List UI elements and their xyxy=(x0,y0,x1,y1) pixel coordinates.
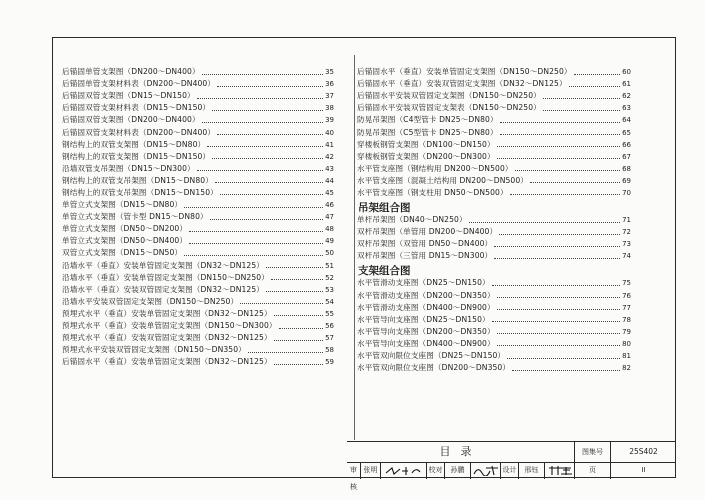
dot-leader xyxy=(189,231,323,232)
toc-entry xyxy=(62,284,334,296)
toc-entry-page: 81 xyxy=(622,352,631,361)
toc-entry xyxy=(357,163,631,175)
toc-entry-title: 钢结构上的双管支架图（DN15～DN80） xyxy=(62,139,206,149)
dot-leader xyxy=(494,246,620,247)
toc-entry-page: 58 xyxy=(325,346,334,355)
toc-entry-page: 60 xyxy=(622,68,631,77)
toc-entry xyxy=(357,214,631,226)
dot-leader xyxy=(266,267,323,268)
dot-leader xyxy=(569,86,620,87)
toc-entry-page: 63 xyxy=(622,104,631,113)
toc-entry-title: 后锚固单管支架图（DN200～DN400） xyxy=(62,67,200,77)
toc-entry-page: 46 xyxy=(325,201,334,210)
toc-entry-title: 水平管滑动支座图（DN400～DN900） xyxy=(357,302,495,312)
toc-entry-page: 35 xyxy=(325,68,334,77)
toc-entry-page: 67 xyxy=(622,152,631,161)
toc-entry-title: 后锚固水平安装双管固定支架表（DN150～DN250） xyxy=(357,103,541,113)
checker-name: 孙鹏 xyxy=(445,462,471,479)
dot-leader xyxy=(499,234,620,235)
dot-leader xyxy=(497,345,620,346)
toc-entry-title: 双杆吊架图（三管用 DN15～DN300） xyxy=(357,251,493,261)
toc-entry-title: 后锚固水平（垂直）安装单管固定支架图（DN32～DN125） xyxy=(62,357,272,367)
review-label: 审核 xyxy=(347,462,361,479)
toc-entry-title: 单管立式支架图（DN50～DN400） xyxy=(62,236,188,246)
toc-entry-title: 防晃吊架图（C4型管卡 DN25～DN80） xyxy=(357,115,498,125)
toc-entry xyxy=(62,163,334,175)
toc-entry xyxy=(62,223,334,235)
toc-entry-title: 水平管支座图（钢结构用 DN200～DN500） xyxy=(357,163,513,173)
section-heading: 吊架组合图 xyxy=(358,202,411,215)
toc-entry xyxy=(62,247,334,259)
toc-entry xyxy=(62,187,334,199)
toc-entry-page: 69 xyxy=(622,176,631,185)
toc-entry xyxy=(357,187,631,199)
dot-leader xyxy=(515,170,621,171)
toc-entry-title: 钢结构上的双管支吊架图（DN15～DN80） xyxy=(62,175,213,185)
toc-entry-page: 40 xyxy=(325,128,334,137)
dot-leader xyxy=(215,182,323,183)
toc-entry-title: 水平管导向支座图（DN200～DN350） xyxy=(357,326,495,336)
check-label: 校对 xyxy=(427,462,445,479)
dot-leader xyxy=(212,110,323,111)
toc-entry-title: 水平管双向限位支座图（DN25～DN150） xyxy=(357,351,506,361)
dot-leader xyxy=(279,328,323,329)
dot-leader xyxy=(217,86,323,87)
toc-entry-page: 56 xyxy=(325,322,334,331)
toc-entry-page: 53 xyxy=(325,285,334,294)
dot-leader xyxy=(271,279,323,280)
toc-entry xyxy=(357,362,631,374)
dot-leader xyxy=(530,182,620,183)
dot-leader xyxy=(497,333,620,334)
toc-entry xyxy=(62,344,334,356)
toc-entry-title: 后锚固双管支架图（DN15～DN150） xyxy=(62,91,195,101)
dot-leader xyxy=(494,258,620,259)
toc-entry-title: 后锚固双管支架图（DN200～DN400） xyxy=(62,115,200,125)
designer-signature-mark xyxy=(546,465,574,476)
toc-entry-page: 54 xyxy=(325,297,334,306)
toc-entry-title: 沿墙水平安装双管固定支架图（DN150～DN250） xyxy=(62,296,239,306)
toc-entry-page: 43 xyxy=(325,164,334,173)
dot-leader xyxy=(492,321,620,322)
toc-entry-title: 后锚固双管支架材料表（DN200～DN400） xyxy=(62,127,216,137)
toc-entry xyxy=(357,126,631,138)
checker-signature-mark xyxy=(472,465,500,476)
column-divider xyxy=(354,55,355,440)
dot-leader xyxy=(497,146,620,147)
toc-entry-title: 防晃吊架图（C5型管卡 DN25～DN80） xyxy=(357,127,498,137)
toc-entry-title: 沿墙双管支吊架图（DN15～DN300） xyxy=(62,163,195,173)
toc-entry xyxy=(62,66,334,78)
toc-entry-page: 44 xyxy=(325,176,334,185)
toc-entry-page: 79 xyxy=(622,327,631,336)
toc-entry-page: 75 xyxy=(622,279,631,288)
dot-leader xyxy=(512,370,620,371)
toc-entry xyxy=(62,332,334,344)
toc-entry-page: 72 xyxy=(622,228,631,237)
toc-entry xyxy=(62,139,334,151)
toc-entry-page: 55 xyxy=(325,309,334,318)
title-block-title: 目录 xyxy=(347,442,575,462)
dot-leader xyxy=(574,74,620,75)
toc-entry xyxy=(62,90,334,102)
toc-entry-title: 水平管支座图（钢支柱用 DN50～DN500） xyxy=(357,187,508,197)
toc-entry-page: 51 xyxy=(325,261,334,270)
toc-entry xyxy=(62,296,334,308)
dot-leader xyxy=(497,297,620,298)
page-label: 页 xyxy=(575,462,611,479)
toc-entry-page: 66 xyxy=(622,140,631,149)
toc-left-column xyxy=(62,66,334,368)
toc-entry-title: 水平管导向支座图（DN25～DN150） xyxy=(357,314,490,324)
toc-entry-page: 61 xyxy=(622,80,631,89)
toc-entry xyxy=(357,302,631,314)
dot-leader xyxy=(217,134,323,135)
toc-entry-title: 预埋式水平（垂直）安装单管固定支架图（DN32～DN125） xyxy=(62,308,272,318)
dot-leader xyxy=(266,291,323,292)
toc-entry-page: 77 xyxy=(622,303,631,312)
dot-leader xyxy=(274,364,323,365)
toc-entry xyxy=(62,235,334,247)
toc-entry-page: 47 xyxy=(325,213,334,222)
dot-leader xyxy=(248,352,323,353)
toc-entry xyxy=(357,338,631,350)
toc-entry-page: 68 xyxy=(622,164,631,173)
dot-leader xyxy=(197,98,323,99)
toc-entry-title: 预埋式水平（垂直）安装双管固定支架图（DN32～DN125） xyxy=(62,333,272,343)
atlas-number-label: 图集号 xyxy=(575,442,611,462)
dot-leader xyxy=(202,122,323,123)
title-block xyxy=(347,441,676,491)
toc-entry-title: 水平管滑动支座图（DN25～DN150） xyxy=(357,278,490,288)
toc-entry-page: 71 xyxy=(622,216,631,225)
toc-entry xyxy=(62,114,334,126)
toc-entry-title: 沿墙水平（垂直）安装单管固定支架图（DN32～DN125） xyxy=(62,260,264,270)
toc-entry-title: 沿墙水平（垂直）安装单管固定支架图（DN150～DN250） xyxy=(62,272,269,282)
reviewer-signature xyxy=(381,462,427,479)
toc-entry-title: 水平管支座图（混凝土结构用 DN200～DN500） xyxy=(357,175,528,185)
toc-entry xyxy=(62,320,334,332)
toc-entry-title: 穿楼板钢管支架图（DN200～DN300） xyxy=(357,151,495,161)
toc-entry-title: 单管立式支架图（DN50～DN200） xyxy=(62,224,188,234)
toc-entry-title: 穿楼板钢管支架图（DN100～DN150） xyxy=(357,139,495,149)
toc-entry xyxy=(357,175,631,187)
checker-signature xyxy=(471,462,501,479)
toc-entry-title: 水平管双向限位支座图（DN200～DN350） xyxy=(357,363,511,373)
toc-entry-title: 双管立式支架图（DN15～DN50） xyxy=(62,248,183,258)
toc-entry-page: 76 xyxy=(622,291,631,300)
toc-entry xyxy=(62,175,334,187)
toc-entry-title: 单管立式支架图（DN15～DN80） xyxy=(62,200,183,210)
toc-entry-title: 钢结构上的双管支吊架图（DN15～DN150） xyxy=(62,187,218,197)
toc-entry-page: 48 xyxy=(325,225,334,234)
dot-leader xyxy=(202,74,323,75)
toc-entry-title: 双杆吊架图（双管用 DN50～DN400） xyxy=(357,239,493,249)
toc-entry xyxy=(62,211,334,223)
toc-entry-page: 49 xyxy=(325,237,334,246)
toc-entry-title: 双杆吊架图（单管用 DN200～DN400） xyxy=(357,227,498,237)
reviewer-name: 张明 xyxy=(361,462,381,479)
dot-leader xyxy=(197,170,323,171)
toc-entry-page: 52 xyxy=(325,273,334,282)
dot-leader xyxy=(212,158,323,159)
toc-entry-title: 钢结构上的双管支架图（DN15～DN150） xyxy=(62,151,211,161)
dot-leader xyxy=(240,303,323,304)
section-heading: 支架组合图 xyxy=(358,265,411,278)
toc-entry-page: 64 xyxy=(622,116,631,125)
toc-entry-title: 单管立式支架图（管卡型 DN15～DN80） xyxy=(62,212,208,222)
toc-entry-page: 36 xyxy=(325,80,334,89)
toc-entry xyxy=(357,326,631,338)
toc-entry-title: 后锚固单管支架材料表（DN200～DN400） xyxy=(62,79,216,89)
toc-entry xyxy=(62,308,334,320)
toc-entry-page: 42 xyxy=(325,152,334,161)
toc-entry-title: 水平管滑动支座图（DN200～DN350） xyxy=(357,290,495,300)
atlas-number: 25S402 xyxy=(629,447,658,456)
dot-leader xyxy=(184,207,323,208)
dot-leader xyxy=(184,255,323,256)
dot-leader xyxy=(543,110,620,111)
toc-entry-page: 41 xyxy=(325,140,334,149)
toc-entry-page: 45 xyxy=(325,188,334,197)
toc-entry xyxy=(62,272,334,284)
toc-entry-title: 预埋式水平（垂直）安装单管固定支架图（DN150～DN300） xyxy=(62,321,277,331)
toc-entry xyxy=(62,102,334,114)
dot-leader xyxy=(492,285,620,286)
dot-leader xyxy=(469,222,620,223)
toc-entry-title: 后锚固水平（垂直）安装单管固定支架图（DN150～DN250） xyxy=(357,67,572,77)
toc-entry xyxy=(62,126,334,138)
dot-leader xyxy=(500,134,620,135)
toc-entry-page: 74 xyxy=(622,252,631,261)
toc-entry-page: 39 xyxy=(325,116,334,125)
toc-entry-title: 后锚固水平安装双管固定支架图（DN150～DN250） xyxy=(357,91,541,101)
toc-entry xyxy=(357,314,631,326)
toc-entry-page: 50 xyxy=(325,249,334,258)
toc-entry xyxy=(357,277,631,289)
toc-entry-title: 单杆吊架图（DN40～DN250） xyxy=(357,215,467,225)
toc-entry xyxy=(357,102,631,114)
toc-entry xyxy=(357,78,631,90)
dot-leader xyxy=(274,340,323,341)
toc-entry xyxy=(62,356,334,368)
designer-name: 邢钰 xyxy=(519,462,545,479)
dot-leader xyxy=(210,219,323,220)
dot-leader xyxy=(189,243,323,244)
toc-entry xyxy=(62,151,334,163)
toc-entry-page: 37 xyxy=(325,92,334,101)
toc-entry-page: 57 xyxy=(325,334,334,343)
toc-entry xyxy=(357,139,631,151)
toc-entry-page: 38 xyxy=(325,104,334,113)
toc-entry xyxy=(357,226,631,238)
toc-entry-title: 水平管导向支座图（DN400～DN900） xyxy=(357,338,495,348)
toc-entry-page: 82 xyxy=(622,364,631,373)
toc-entry xyxy=(357,66,631,78)
toc-entry-page: 59 xyxy=(325,358,334,367)
toc-entry xyxy=(357,250,631,262)
toc-entry-title: 沿墙水平（垂直）安装双管固定支架图（DN32～DN125） xyxy=(62,284,264,294)
toc-entry-title: 后锚固双管支架材料表（DN15～DN150） xyxy=(62,103,211,113)
design-label: 设计 xyxy=(501,462,519,479)
designer-signature xyxy=(545,462,575,479)
toc-entry-page: 70 xyxy=(622,188,631,197)
toc-entry-page: 73 xyxy=(622,240,631,249)
toc-entry xyxy=(357,350,631,362)
dot-leader xyxy=(497,158,620,159)
toc-entry xyxy=(357,151,631,163)
toc-entry-page: 65 xyxy=(622,128,631,137)
toc-entry-page: 78 xyxy=(622,315,631,324)
toc-entry-title: 后锚固水平（垂直）安装双管固定支架图（DN32～DN125） xyxy=(357,79,567,89)
dot-leader xyxy=(500,122,620,123)
reviewer-signature-mark xyxy=(384,465,424,476)
toc-entry xyxy=(357,290,631,302)
dot-leader xyxy=(220,194,323,195)
toc-entry xyxy=(62,199,334,211)
dot-leader xyxy=(510,194,620,195)
dot-leader xyxy=(207,146,323,147)
dot-leader xyxy=(497,309,620,310)
toc-entry xyxy=(357,114,631,126)
toc-right-column xyxy=(357,66,631,374)
dot-leader xyxy=(274,315,323,316)
toc-entry xyxy=(357,238,631,250)
dot-leader xyxy=(507,358,620,359)
toc-entry-page: 62 xyxy=(622,92,631,101)
toc-entry-title: 预埋式水平安装双管固定支架图（DN150～DN350） xyxy=(62,345,246,355)
toc-entry xyxy=(62,260,334,272)
dot-leader xyxy=(543,98,620,99)
toc-entry xyxy=(62,78,334,90)
toc-entry-page: 80 xyxy=(622,339,631,348)
toc-entry xyxy=(357,90,631,102)
page-number: II xyxy=(641,466,646,474)
